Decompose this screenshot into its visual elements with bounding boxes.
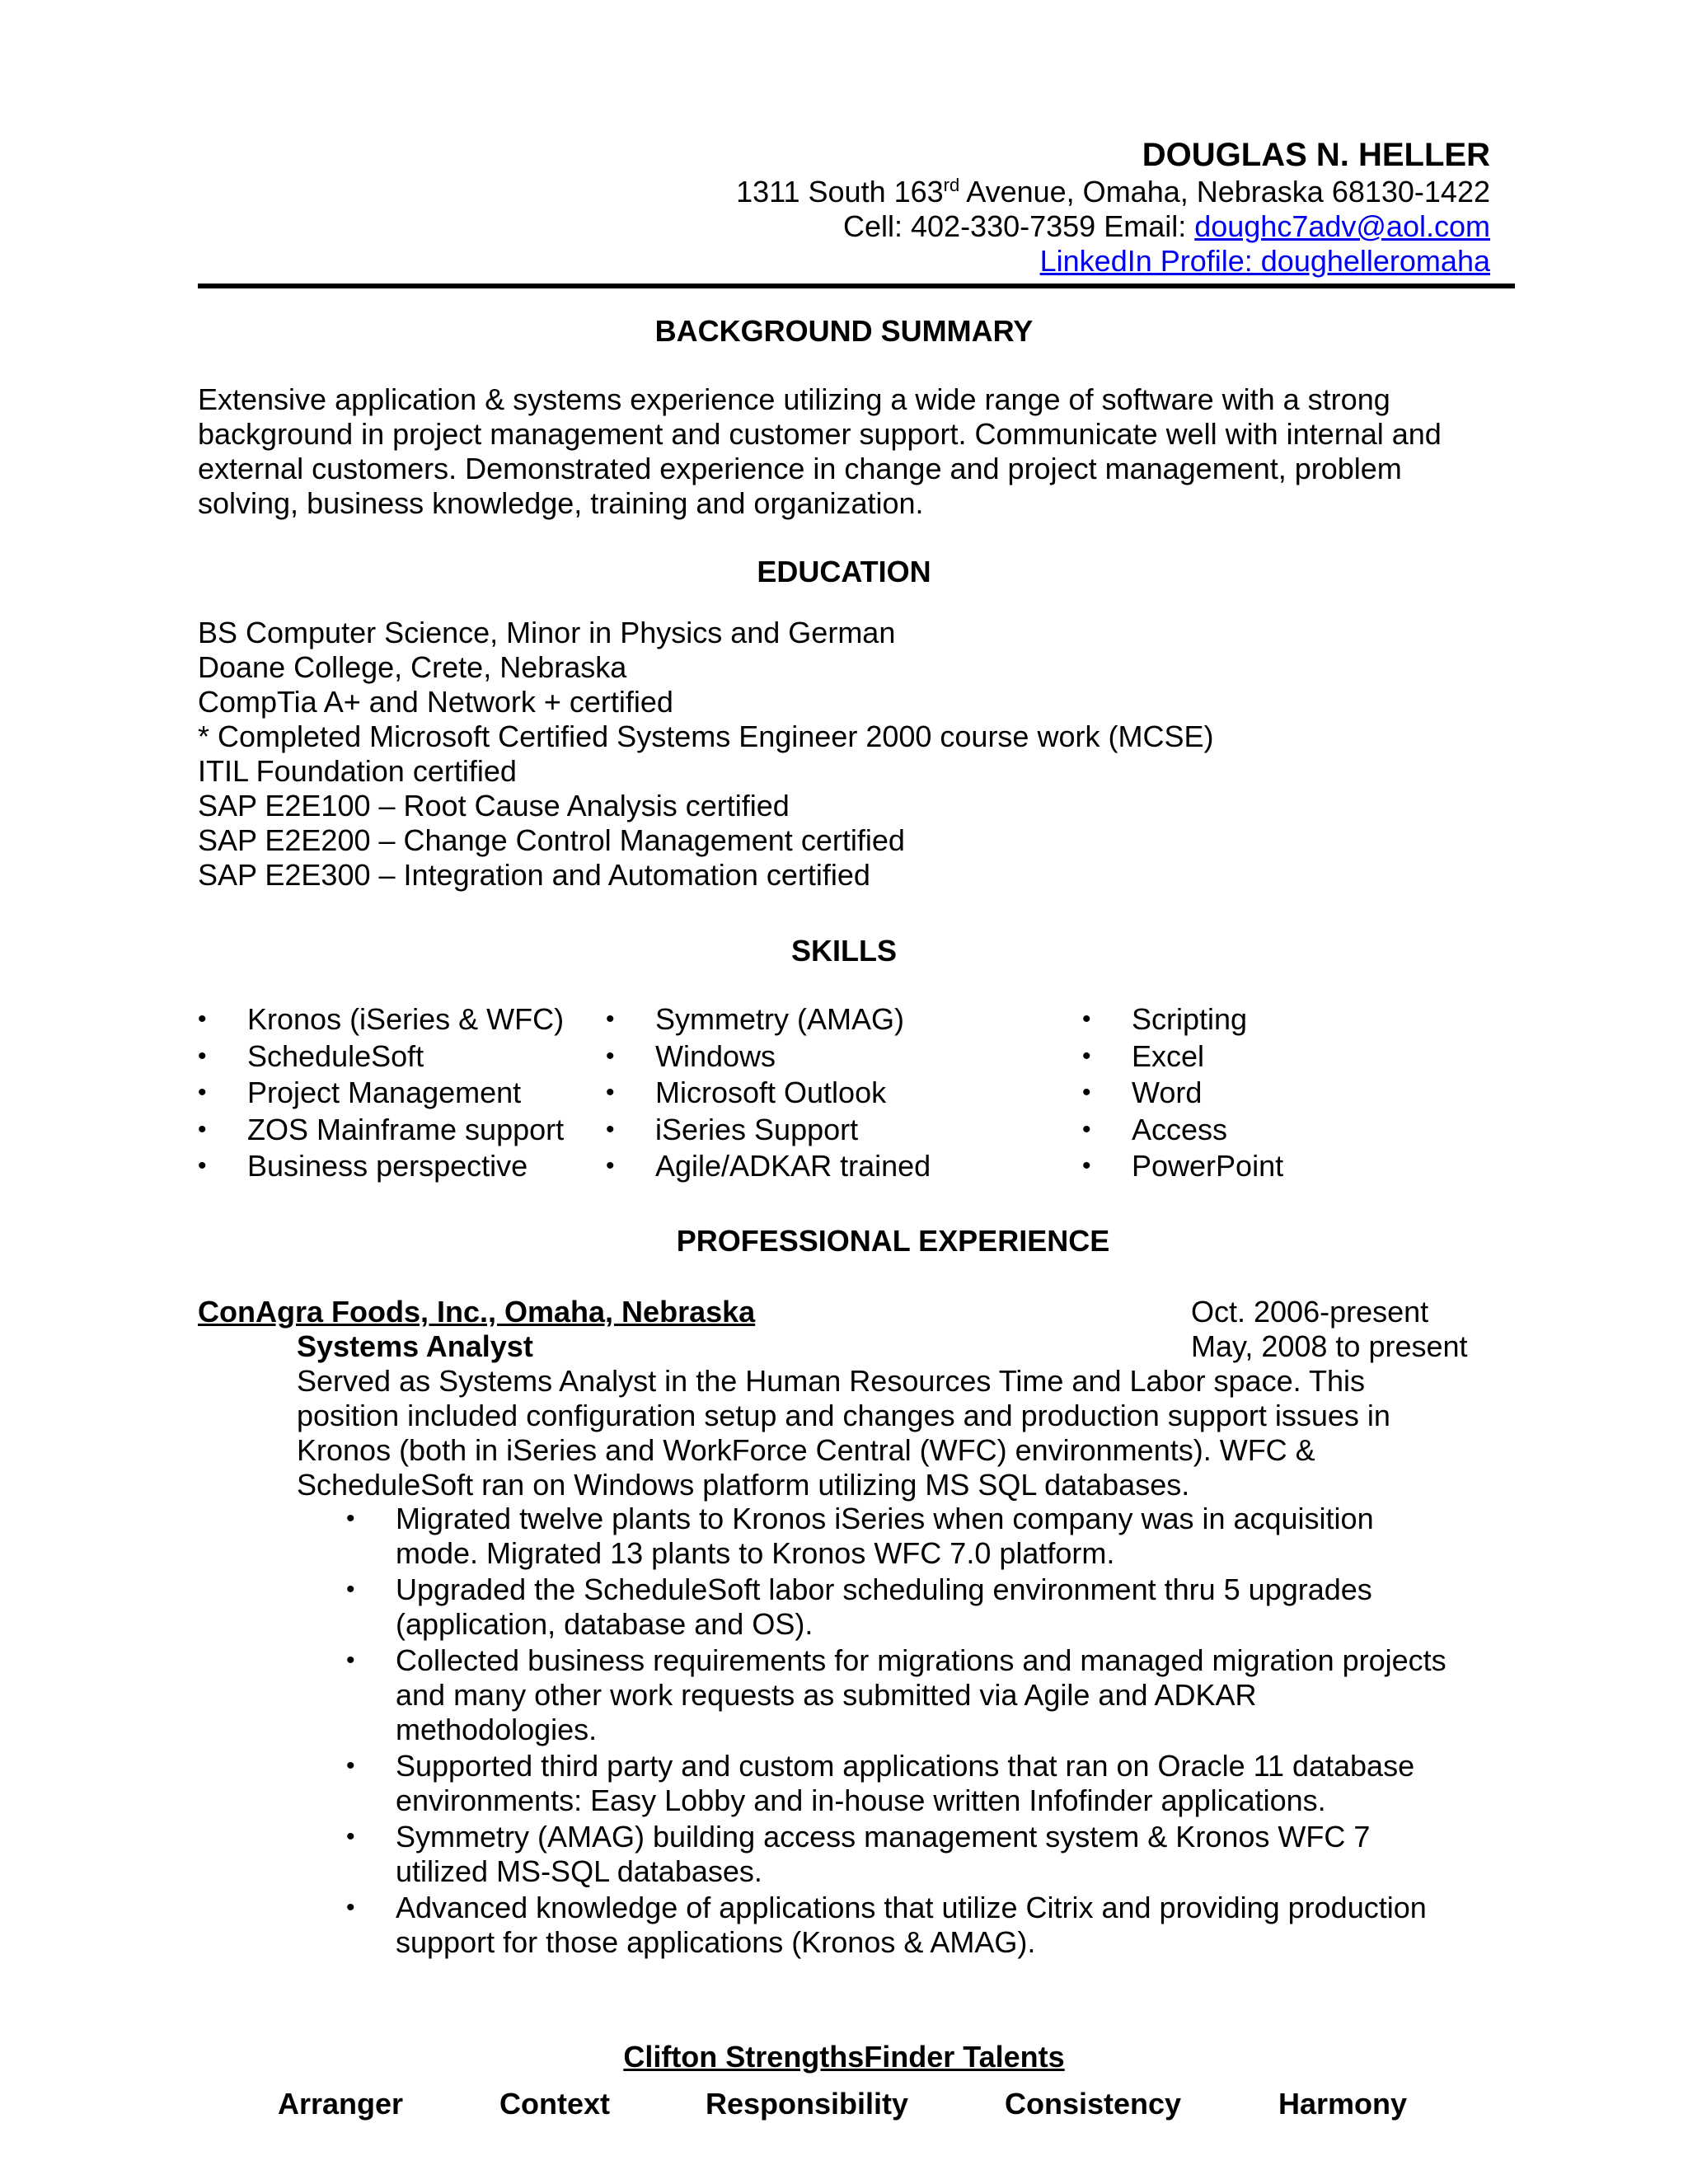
skill-label: Excel bbox=[1132, 1038, 1205, 1073]
bullet-icon: • bbox=[198, 1152, 207, 1179]
bullet-icon: • bbox=[1082, 1079, 1091, 1106]
experience-bullet bbox=[346, 1643, 1500, 1747]
email-link[interactable]: doughc7adv@aol.com bbox=[1194, 209, 1490, 243]
role-row bbox=[297, 1329, 1517, 1364]
bullet-line: Symmetry (AMAG) building access management system & Kronos WFC 7 bbox=[396, 1820, 1371, 1854]
background-summary-title: BACKGROUND SUMMARY bbox=[654, 314, 1034, 348]
experience-title: PROFESSIONAL EXPERIENCE bbox=[676, 1224, 1110, 1258]
skill-label: ScheduleSoft bbox=[247, 1038, 424, 1073]
address-line bbox=[736, 175, 1490, 209]
education-line: SAP E2E100 – Root Cause Analysis certified bbox=[198, 789, 790, 823]
skill-label: Kronos (iSeries & WFC) bbox=[247, 1002, 565, 1036]
experience-bullet bbox=[346, 1502, 1500, 1571]
role-description bbox=[297, 1364, 1517, 1502]
bullet-line: Migrated twelve plants to Kronos iSeries when company was in acquisition bbox=[396, 1502, 1374, 1535]
skill-label: Symmetry (AMAG) bbox=[655, 1002, 904, 1036]
education-line: * Completed Microsoft Certified Systems Engineer 2000 course work (MCSE) bbox=[198, 719, 1214, 753]
talent-item: Consistency bbox=[1005, 2087, 1182, 2121]
skill-label: ZOS Mainframe support bbox=[247, 1112, 565, 1146]
bullet-icon: • bbox=[606, 1005, 615, 1033]
education-line: ITIL Foundation certified bbox=[198, 754, 517, 788]
bullet-icon: • bbox=[346, 1505, 355, 1532]
talent-item: Harmony bbox=[1278, 2087, 1408, 2121]
bullet-icon: • bbox=[198, 1042, 207, 1070]
bullet-line: Supported third party and custom applications that ran on Oracle 11 database bbox=[396, 1749, 1415, 1783]
education-list bbox=[198, 616, 1517, 893]
linkedin-line bbox=[736, 244, 1490, 279]
bullet-icon: • bbox=[346, 1647, 355, 1674]
skill-label: Project Management bbox=[247, 1076, 522, 1109]
bullet-line: mode. Migrated 13 plants to Kronos WFC 7.0 platform. bbox=[396, 1536, 1115, 1570]
bullet-line: utilized MS-SQL databases. bbox=[396, 1854, 762, 1888]
bullet-icon: • bbox=[198, 1079, 207, 1106]
talent-item: Context bbox=[499, 2087, 610, 2121]
bullet-icon: • bbox=[1082, 1042, 1091, 1070]
bullet-icon: • bbox=[606, 1079, 615, 1106]
bullet-line: Upgraded the ScheduleSoft labor scheduling environment thru 5 upgrades bbox=[396, 1572, 1372, 1606]
skill-label: Business perspective bbox=[247, 1149, 528, 1183]
summary-line: solving, business knowledge, training and organization. bbox=[198, 486, 924, 520]
summary-line: Extensive application & systems experience utilizing a wide range of software with a strong bbox=[198, 382, 1390, 416]
company-row bbox=[198, 1295, 1517, 1329]
skill-label: iSeries Support bbox=[655, 1112, 859, 1146]
bullet-line: (application, database and OS). bbox=[396, 1607, 814, 1641]
bullet-icon: • bbox=[346, 1894, 355, 1921]
education-line: BS Computer Science, Minor in Physics and German bbox=[198, 616, 896, 649]
bullet-icon: • bbox=[198, 1005, 207, 1033]
address-pre: 1311 South 163 bbox=[736, 175, 944, 209]
cell-label: Cell: 402-330-7359 Email: bbox=[842, 209, 1195, 243]
bullet-line: and many other work requests as submitted via Agile and ADKAR bbox=[396, 1678, 1257, 1712]
skill-label: Windows bbox=[655, 1038, 776, 1073]
education-line: SAP E2E300 – Integration and Automation certified bbox=[198, 858, 870, 892]
bullet-line: environments: Easy Lobby and in-house written Infofinder applications. bbox=[396, 1783, 1326, 1817]
bullet-icon: • bbox=[606, 1115, 615, 1143]
company-name: ConAgra Foods, Inc., Omaha, Nebraska bbox=[198, 1295, 756, 1329]
education-line: Doane College, Crete, Nebraska bbox=[198, 650, 627, 684]
candidate-name: DOUGLAS N. HELLER bbox=[1142, 137, 1490, 173]
description-line: ScheduleSoft ran on Windows platform utilizing MS SQL databases. bbox=[297, 1468, 1190, 1502]
bullet-icon: • bbox=[1082, 1115, 1091, 1143]
talents-title-text: Clifton StrengthsFinder Talents bbox=[623, 2040, 1065, 2074]
bullet-icon: • bbox=[606, 1152, 615, 1179]
experience-bullet bbox=[346, 1820, 1500, 1889]
bullet-icon: • bbox=[1082, 1152, 1091, 1179]
description-line: Served as Systems Analyst in the Human Resources Time and Labor space. This bbox=[297, 1364, 1365, 1398]
skill-label: Agile/ADKAR trained bbox=[655, 1149, 931, 1183]
education-line: CompTia A+ and Network + certified bbox=[198, 685, 673, 719]
experience-bullets bbox=[346, 1502, 1500, 1961]
skill-label: Word bbox=[1132, 1076, 1203, 1109]
education-line: SAP E2E200 – Change Control Management certified bbox=[198, 823, 905, 857]
bullet-icon: • bbox=[1082, 1005, 1091, 1033]
experience-bullet bbox=[346, 1572, 1500, 1642]
description-line: Kronos (both in iSeries and WorkForce Central (WFC) environments). WFC & bbox=[297, 1433, 1315, 1467]
role-title: Systems Analyst bbox=[297, 1329, 533, 1363]
header-divider bbox=[198, 284, 1515, 288]
talent-item: Responsibility bbox=[706, 2087, 909, 2121]
bullet-icon: • bbox=[346, 1576, 355, 1603]
bullet-icon: • bbox=[346, 1823, 355, 1850]
contact-header bbox=[736, 135, 1490, 279]
summary-line: external customers. Demonstrated experience in change and project management, problem bbox=[198, 452, 1402, 485]
address-sup: rd bbox=[943, 175, 960, 195]
bullet-line: Collected business requirements for migrations and managed migration projects bbox=[396, 1643, 1447, 1677]
background-summary-text bbox=[198, 382, 1517, 521]
experience-bullet bbox=[346, 1891, 1500, 1960]
skill-label: PowerPoint bbox=[1132, 1149, 1284, 1183]
company-dates: Oct. 2006-present bbox=[1191, 1295, 1429, 1329]
linkedin-link[interactable]: LinkedIn Profile: doughelleromaha bbox=[1039, 244, 1490, 278]
phone-email-line bbox=[736, 209, 1490, 244]
education-title: EDUCATION bbox=[757, 555, 931, 588]
talent-item: Arranger bbox=[278, 2087, 404, 2121]
bullet-line: methodologies. bbox=[396, 1713, 598, 1746]
talents-row bbox=[0, 2087, 1688, 2123]
role-dates: May, 2008 to present bbox=[1191, 1329, 1468, 1363]
skill-label: Access bbox=[1132, 1112, 1228, 1146]
skills-title: SKILLS bbox=[790, 934, 897, 968]
experience-bullet bbox=[346, 1749, 1500, 1818]
bullet-line: support for those applications (Kronos & AMAG). bbox=[396, 1925, 1036, 1959]
bullet-icon: • bbox=[346, 1752, 355, 1779]
bullet-icon: • bbox=[198, 1115, 207, 1143]
address-post: Avenue, Omaha, Nebraska 68130-1422 bbox=[959, 175, 1490, 209]
skill-label: Scripting bbox=[1132, 1002, 1248, 1036]
description-line: position included configuration setup and changes and production support issues in bbox=[297, 1399, 1390, 1432]
talents-title bbox=[0, 2040, 1688, 2074]
bullet-line: Advanced knowledge of applications that utilize Citrix and providing production bbox=[396, 1891, 1427, 1924]
skill-label: Microsoft Outlook bbox=[655, 1076, 887, 1109]
summary-line: background in project management and customer support. Communicate well with internal and bbox=[198, 417, 1442, 451]
bullet-icon: • bbox=[606, 1042, 615, 1070]
